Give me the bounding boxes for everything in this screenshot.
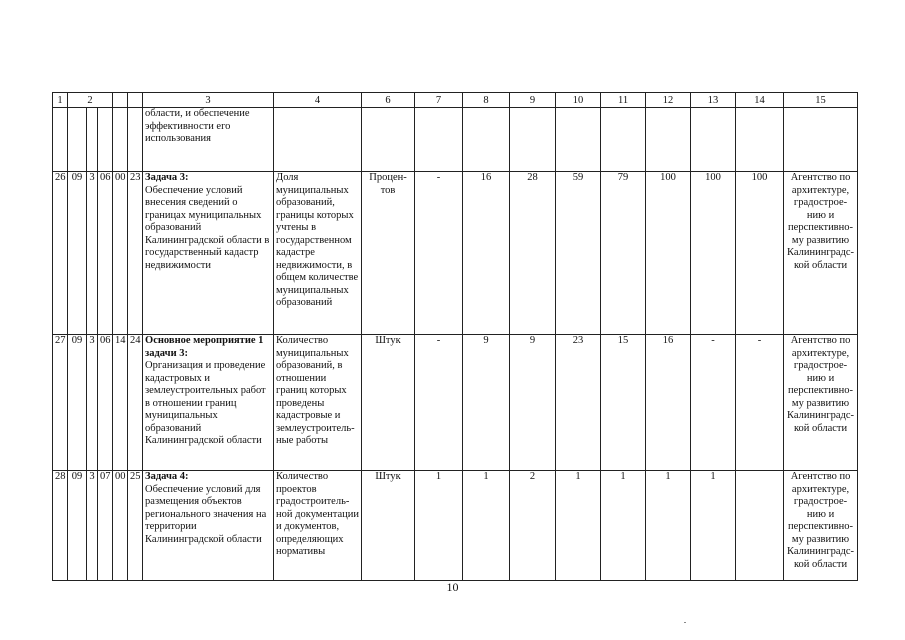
code-subprogram: 06	[98, 335, 113, 471]
value-col-7: -	[415, 335, 463, 471]
header-col-12: 12	[646, 93, 691, 108]
value-col-9: 2	[510, 471, 556, 581]
code-section: 09	[68, 172, 87, 335]
header-col-15: 15	[784, 93, 858, 108]
code-event: 00	[113, 172, 128, 335]
table-cell	[556, 108, 601, 172]
responsible-agency: Агентство по архитектуре, градострое-нию и перспективно-му развитию Калининградс-кой области	[784, 471, 858, 581]
table-cell	[113, 108, 128, 172]
code-program: 3	[87, 172, 98, 335]
header-col-2-sub	[128, 93, 143, 108]
header-col-14: 14	[736, 93, 784, 108]
header-col-3: 3	[143, 93, 274, 108]
code-event: 14	[113, 335, 128, 471]
row-number: 27	[53, 335, 68, 471]
table-row	[53, 471, 858, 581]
value-col-8: 16	[463, 172, 510, 335]
header-col-6: 6	[362, 93, 415, 108]
table-cell	[68, 108, 87, 172]
value-col-14	[736, 471, 784, 581]
value-col-10: 59	[556, 172, 601, 335]
value-col-9: 9	[510, 335, 556, 471]
header-col-11: 11	[601, 93, 646, 108]
header-col-2: 2	[68, 93, 113, 108]
header-col-1: 1	[53, 93, 68, 108]
value-col-11: 15	[601, 335, 646, 471]
row-number: 28	[53, 471, 68, 581]
code-program: 3	[87, 335, 98, 471]
unit-of-measure: Процен-тов	[362, 172, 415, 335]
continuation-text: области, и обеспечение эффективности его использования	[143, 108, 274, 172]
task-cell	[143, 172, 274, 335]
code-indicator: 25	[128, 471, 143, 581]
header-col-4: 4	[274, 93, 362, 108]
table-row	[53, 335, 858, 471]
table-cell	[784, 108, 858, 172]
value-col-13: 100	[691, 172, 736, 335]
header-col-7: 7	[415, 93, 463, 108]
code-indicator: 23	[128, 172, 143, 335]
value-col-14: -	[736, 335, 784, 471]
value-col-10: 1	[556, 471, 601, 581]
continuation-row	[53, 108, 858, 172]
page-number: 10	[446, 580, 459, 594]
value-col-13: -	[691, 335, 736, 471]
task-title: Задача 4:	[145, 471, 189, 482]
value-col-7: -	[415, 172, 463, 335]
value-col-12: 1	[646, 471, 691, 581]
table-cell	[510, 108, 556, 172]
scan-mark	[684, 622, 686, 623]
table-cell	[736, 108, 784, 172]
code-program: 3	[87, 471, 98, 581]
value-col-11: 1	[601, 471, 646, 581]
code-subprogram: 07	[98, 471, 113, 581]
table-cell	[98, 108, 113, 172]
value-col-12: 100	[646, 172, 691, 335]
value-col-10: 23	[556, 335, 601, 471]
column-number-row	[53, 93, 858, 108]
value-col-8: 9	[463, 335, 510, 471]
header-col-8: 8	[463, 93, 510, 108]
code-subprogram: 06	[98, 172, 113, 335]
responsible-agency: Агентство по архитектуре, градострое-нию и перспективно-му развитию Калининградс-кой области	[784, 335, 858, 471]
task-description: Обеспечение условий внесения сведений о границах муниципальных образований Калининградской области в государственный кадастр недвижимости	[145, 184, 270, 271]
task-title: Основное мероприятие 1 задачи 3:	[145, 335, 264, 359]
indicator-name: Доля муниципальных образований, границы которых учтены в государственном кадастре недвижимости, в общем количестве муниципальных образований	[274, 172, 362, 335]
unit-of-measure: Штук	[362, 471, 415, 581]
table-cell	[87, 108, 98, 172]
table-cell	[601, 108, 646, 172]
value-col-11: 79	[601, 172, 646, 335]
table-cell	[128, 108, 143, 172]
indicator-name: Количество проектов градостроитель-ной документации и документов, определяющих нормативы	[274, 471, 362, 581]
value-col-13: 1	[691, 471, 736, 581]
table-cell	[691, 108, 736, 172]
table-cell	[274, 108, 362, 172]
code-section: 09	[68, 335, 87, 471]
task-title: Задача 3:	[145, 172, 189, 183]
code-event: 00	[113, 471, 128, 581]
row-number: 26	[53, 172, 68, 335]
program-indicators-table	[52, 92, 858, 581]
header-col-9: 9	[510, 93, 556, 108]
header-col-13: 13	[691, 93, 736, 108]
table-cell	[53, 108, 68, 172]
value-col-14: 100	[736, 172, 784, 335]
code-indicator: 24	[128, 335, 143, 471]
table-cell	[415, 108, 463, 172]
table-cell	[362, 108, 415, 172]
table-cell	[646, 108, 691, 172]
value-col-8: 1	[463, 471, 510, 581]
value-col-7: 1	[415, 471, 463, 581]
task-cell	[143, 335, 274, 471]
table-cell	[463, 108, 510, 172]
task-description: Организация и проведение кадастровых и землеустроительных работ в отношении границ муниципальных образований Калининградской области	[145, 360, 266, 446]
responsible-agency: Агентство по архитектуре, градострое-нию и перспективно-му развитию Калининградс-кой области	[784, 172, 858, 335]
header-col-2-sub	[113, 93, 128, 108]
indicator-name: Количество муниципальных образований, в отношении границ которых проведены кадастровые и землеустроитель-ные работы	[274, 335, 362, 471]
task-description: Обеспечение условий для размещения объектов регионального значения на территории Калининградской области	[145, 483, 267, 545]
code-section: 09	[68, 471, 87, 581]
header-col-10: 10	[556, 93, 601, 108]
unit-of-measure: Штук	[362, 335, 415, 471]
value-col-9: 28	[510, 172, 556, 335]
value-col-12: 16	[646, 335, 691, 471]
table-row	[53, 172, 858, 335]
task-cell	[143, 471, 274, 581]
